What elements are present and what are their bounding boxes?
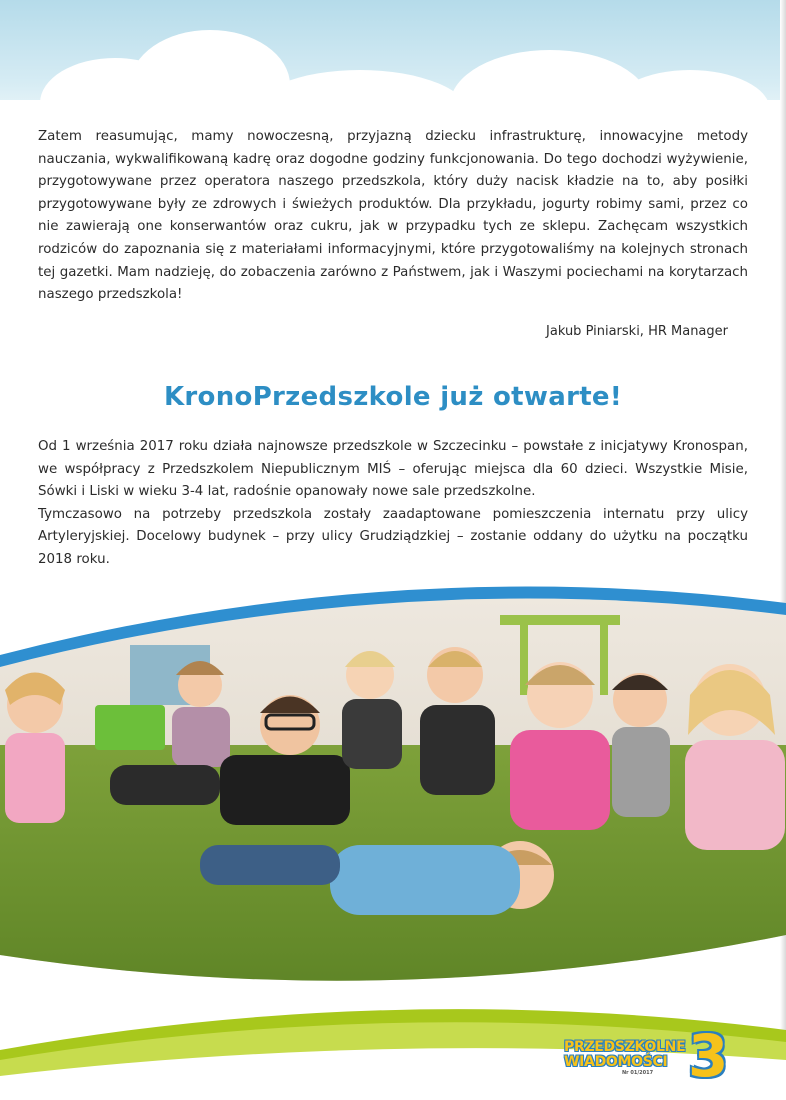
logo-line-2: WIADOMOŚCI	[564, 1054, 668, 1070]
article-heading: KronoPrzedszkole już otwarte!	[163, 382, 623, 412]
article-paragraph-2: Tymczasowo na potrzeby przedszkola zostały zaadaptowane pomieszczenia internatu przy ulicy Artyleryjskiej. Docelowy budynek – przy ulicy Grudziądzkiej – zostanie oddany do użytku na początku 2018 roku.	[38, 506, 748, 567]
article-paragraph-1: Od 1 września 2017 roku działa najnowsze przedszkole w Szczecinku – powstałe z inicjatywy Kronospan, we współpracy z Przedszkolem Niepublicznym MIŚ – oferując miejsca dla 60 dzieci. Wszystkie Misie, Sówki i Liski w wieku 3-4 lat, radośnie opanowały nowe sale przedszkolne.	[38, 439, 748, 500]
page-number: 3	[688, 1022, 729, 1090]
intro-paragraph: Zatem reasumując, mamy nowoczesną, przyjazną dziecku infrastrukturę, innowacyjne metody nauczania, wykwalifikowaną kadrę oraz dogodne godziny funkcjonowania. Do tego dochodzi wyżywienie, przygotowywane przez operatora naszego przedszkola, który duży nacisk kładzie na to, aby posiłki przygotowywane były ze zdrowych i świeżych produktów. Dla przykładu, jogurty robimy sami, przez co nie zawierają one konserwantów oraz cukru, jak w przypadku tych ze sklepu. Zachęcam wszystkich rodziców do zapoznania się z materiałami informacyjnymi, które przygotowaliśmy na kolejnych stronach tej gazetki. Mam nadzieję, do zobaczenia zarówno z Państwem, jak i Waszymi pociechami na korytarzach naszego przedszkola!	[38, 129, 748, 303]
signature: Jakub Piniarski, HR Manager	[546, 324, 728, 339]
article-body	[38, 436, 748, 572]
newsletter-logo	[564, 1039, 686, 1078]
children-photo	[0, 575, 786, 995]
logo-line-1: PRZEDSZKOLNE	[564, 1039, 686, 1055]
issue-number: Nr 01/2017	[622, 1070, 654, 1076]
